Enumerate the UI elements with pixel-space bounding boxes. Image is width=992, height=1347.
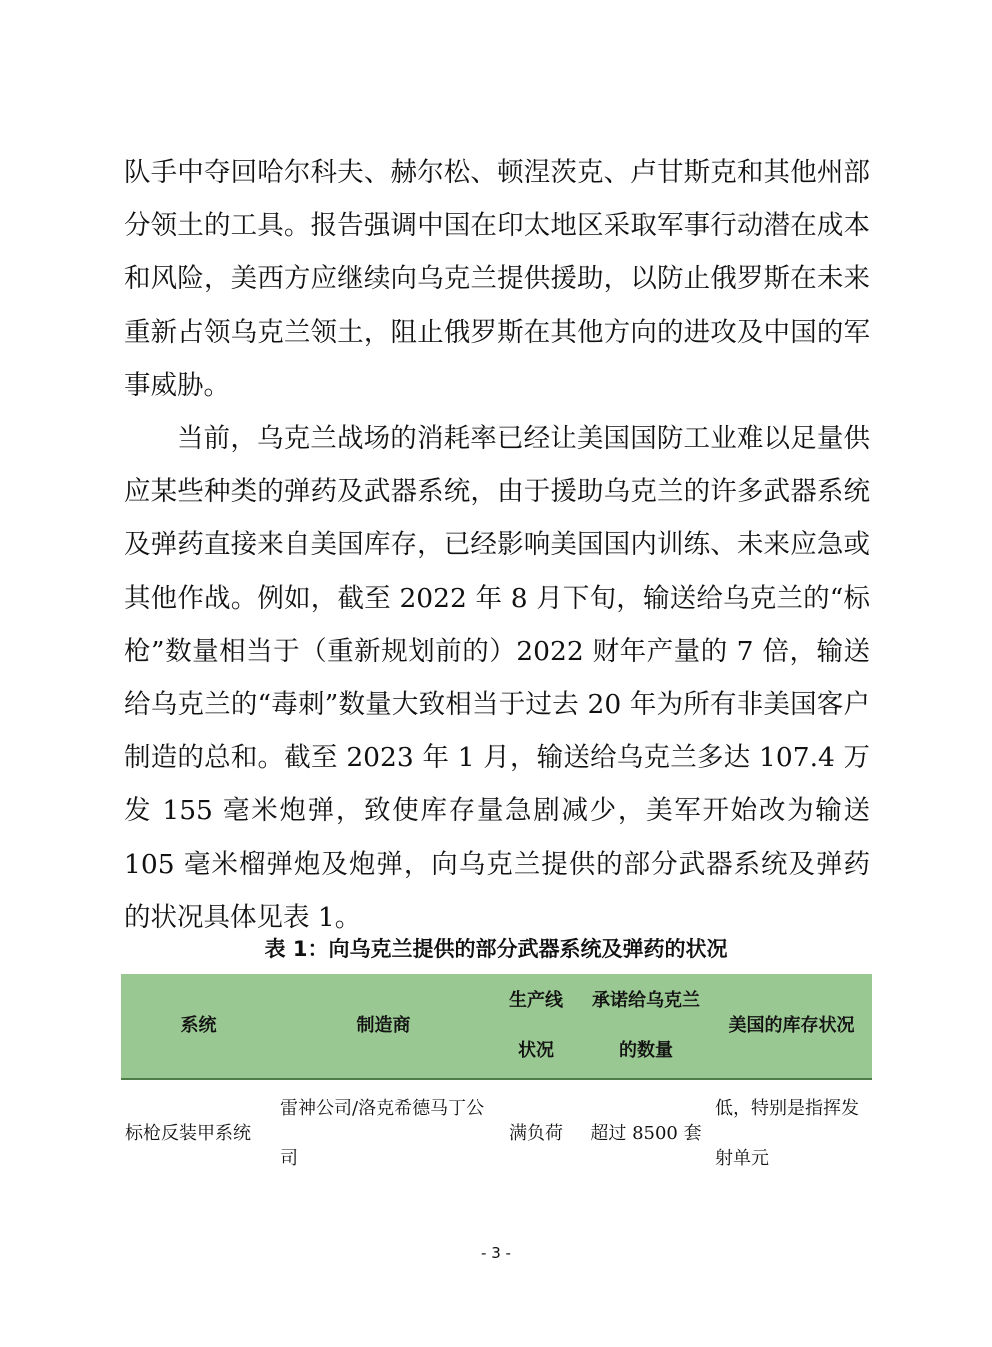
header-manufacturer: 制造商 (276, 974, 491, 1079)
table-header-row (121, 974, 872, 1079)
cell-us-stock: 低，特别是指挥发射单元 (715, 1098, 859, 1169)
cell-system: 标枪反装甲系统 (125, 1123, 251, 1144)
cell-committed: 超过 8500 套 (590, 1123, 702, 1144)
cell-manufacturer: 雷神公司/洛克希德马丁公司 (280, 1098, 485, 1169)
table-row (121, 1079, 872, 1188)
header-production-line-2: 状况 (518, 1040, 554, 1061)
paragraph: 当前，乌克兰战场的消耗率已经让美国国防工业难以足量供应某些种类的弹药及武器系统，由于援助乌克兰的许多武器系统及弹药直接来自美国库存，已经影响美国国内训练、未来应急或其他作战。例如，截至 2022 年 8 月下旬，输送给乌克兰的“标枪”数量相当于（重新规划前的）2022 财年产量的 7 倍，输送给乌克兰的“毒刺”数量大致相当于过去 20 年为所有非美国客户制造的总和。截至 2023 年 1 月，输送给乌克兰多达 107.4 万发 155 毫米炮弹，致使库存量急剧减少，美军开始改为输送 105 毫米榴弹炮及炮弹，向乌克兰提供的部分武器系统及弹药的状况具体见表 1。 (124, 423, 870, 933)
body-text (124, 146, 870, 944)
header-production-line-1: 生产线 (509, 990, 563, 1011)
page-number: - 3 - (481, 1244, 511, 1262)
table-caption: 表 1：向乌克兰提供的部分武器系统及弹药的状况 (264, 937, 728, 961)
cell-production-line: 满负荷 (509, 1123, 563, 1144)
header-system: 系统 (121, 974, 276, 1079)
header-committed-quantity (581, 974, 711, 1079)
header-committed-1: 承诺给乌克兰 (592, 990, 700, 1011)
paragraph-continued: 队手中夺回哈尔科夫、赫尔松、顿涅茨克、卢甘斯克和其他州部分领土的工具。报告强调中国在印太地区采取军事行动潜在成本和风险，美西方应继续向乌克兰提供援助，以防止俄罗斯在未来重新占领乌克兰领土，阻止俄罗斯在其他方向的进攻及中国的军事威胁。 (124, 157, 870, 401)
weapons-table (121, 974, 872, 1188)
header-committed-2: 的数量 (619, 1040, 673, 1061)
header-production-line (491, 974, 581, 1079)
header-us-stock: 美国的库存状况 (711, 974, 872, 1079)
